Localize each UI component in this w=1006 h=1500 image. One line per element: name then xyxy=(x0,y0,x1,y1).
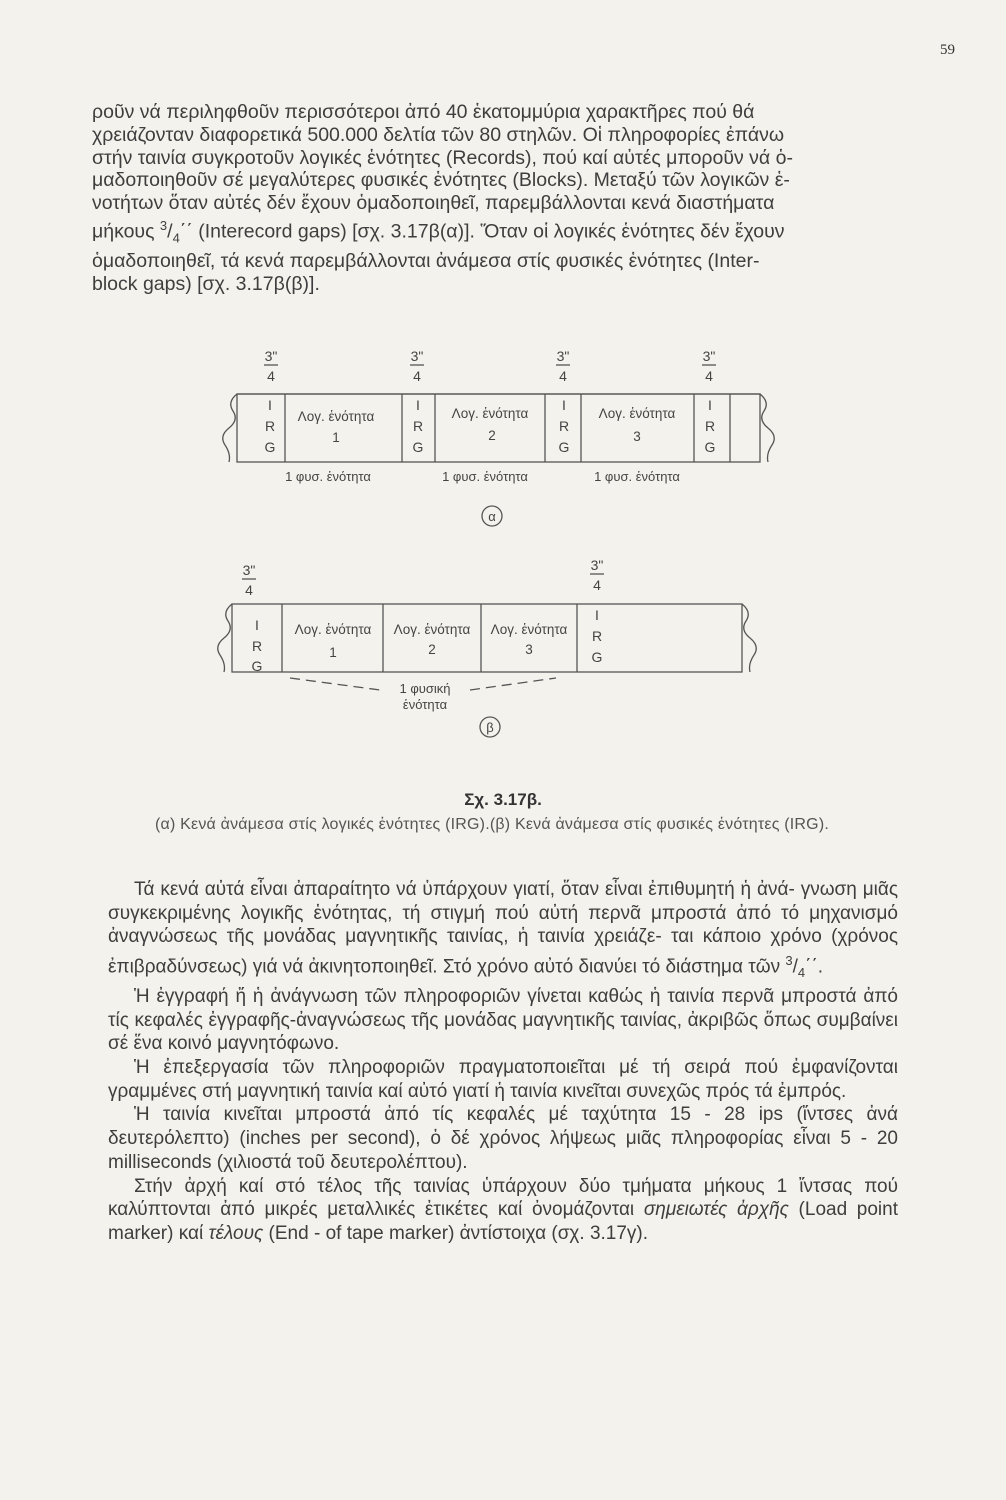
marker-b-letter: β xyxy=(486,720,494,735)
irg-letter: G xyxy=(558,439,570,455)
gap-fraction-den: 4 xyxy=(267,368,275,384)
irg-letter: R xyxy=(704,418,716,434)
paragraph: Ἡ ταινία κινεῖται μπροστά ἀπό τίς κεφαλές μέ ταχύτητα 15 - 28 ips (ἴντσες ἀνά δευτερόλεπτο) (inches per second), ὁ δέ χρόνος λήψεως μιᾶς πληροφορίας εἶναι 5 - 20 milliseconds (χιλιοστά τοῦ δευτερολέπτου). xyxy=(108,1104,898,1173)
gap-fraction-num: 3" xyxy=(410,348,424,364)
logical-record-label: Λογ. ἑνότητα xyxy=(490,622,568,637)
text-fragment: μήκους xyxy=(92,220,160,243)
gap-fraction-den: 4 xyxy=(559,368,567,384)
irg-letter: I xyxy=(562,397,566,413)
logical-record-number: 3 xyxy=(525,642,533,657)
gap-fraction-num: 3" xyxy=(590,557,604,573)
text-line: μαδοποιηθοῦν σέ μεγαλύτερες φυσικές ἑνότητες (Blocks). Μεταξύ τῶν λογικῶν ἑ- xyxy=(92,169,790,192)
paragraph: Ἡ ἐπεξεργασία τῶν πληροφοριῶν πραγματοποιεῖται μέ τή σειρά πού ἐμφανίζονται γραμμένες στή μαγνητική ταινία καί αὐτό γιατί ἡ ταινία κινεῖται συνεχῶς πρός τά ἐμπρός. xyxy=(108,1057,898,1102)
irg-letter: R xyxy=(558,418,570,434)
text-line: χρειάζονταν διαφορετικά 500.000 δελτία τῶν 80 στηλῶν. Οἱ πληροφορίες ἐπάνω xyxy=(92,123,785,146)
irg-letter: G xyxy=(412,439,424,455)
figure-caption-text: (α) Κενά ἀνάμεσα στίς λογικές ἑνότητες (IRG).(β) Κενά ἀνάμεσα στίς φυσικές ἑνότητες (IRG). xyxy=(154,816,829,833)
body-text xyxy=(108,878,898,1246)
gap-fraction-num: 3" xyxy=(242,562,256,578)
gap-fraction-num: 3" xyxy=(702,348,716,364)
tape-b-right-break xyxy=(742,604,756,672)
text-fragment: (End - of tape marker) ἀντίστοιχα (σχ. 3.17γ). xyxy=(263,1222,649,1244)
text-line: block gaps) [σχ. 3.17β(β)]. xyxy=(92,272,320,295)
text-fragment: (Load point marker) καί xyxy=(108,1199,899,1244)
gap-fraction-den: 4 xyxy=(413,368,421,384)
text-line: νοτήτων ὅταν αὐτές δέν ἔχουν ὁμαδοποιηθεῖ, παρεμβάλλονται κενά διαστήματα xyxy=(92,192,775,215)
logical-record-number: 1 xyxy=(329,645,337,660)
fraction-denominator: 4 xyxy=(797,965,806,981)
text-line: ροῦν νά περιληφθοῦν περισσότεροι ἀπό 40 ἑκατομμύρια χαρακτῆρες πού θά xyxy=(92,101,755,123)
irg-letter: I xyxy=(416,397,420,413)
text-line: ὁμαδοποιηθεῖ, τά κενά παρεμβάλλονται ἀνάμεσα στίς φυσικές ἑνότητες (Inter- xyxy=(92,250,760,273)
figure-caption-title: Σχ. 3.17β. xyxy=(464,790,542,809)
text-line: μήκους $^3/_4΄΄$ (Interecord gaps) [σχ. 3.17β(α)]. Ὅταν οἱ λογικές ἑνότητες δέν ἔχουν xyxy=(92,217,785,246)
text-fragment: ΄΄ (Interecord gaps) [σχ. 3.17β(α)]. Ὅταν οἱ λογικές ἑνότητες δέν ἔχουν xyxy=(179,220,785,243)
irg-letter: R xyxy=(591,628,603,644)
logical-record-label: Λογ. ἑνότητα xyxy=(294,622,372,637)
gap-fraction-den: 4 xyxy=(245,582,253,598)
logical-record-number: 2 xyxy=(488,428,496,443)
logical-record-label: Λογ. ἑνότητα xyxy=(297,409,375,424)
irg-letter: G xyxy=(704,439,716,455)
irg-letter: I xyxy=(595,607,599,623)
text-line: γνωση μιᾶς συγκεκριμένης λογικῆς ἑνότητας, τή στιγμή πού αὐτή περνᾶ μπροστά xyxy=(108,879,899,924)
gap-fraction-den: 4 xyxy=(593,577,601,593)
text-line: ται κάποιο χρόνο (χρόνος ἐπιβραδύνσεως) γιά νά ἀκινητοποιηθεῖ. Στό χρόνο αὐτό xyxy=(108,926,899,978)
irg-letter: I xyxy=(255,617,259,633)
paragraph xyxy=(108,1175,898,1246)
tape-a-left-break xyxy=(223,394,237,462)
irg-letter: G xyxy=(264,439,276,455)
text-line: ἀπό τό μηχανισμό ἀναγνώσεως τῆς μονάδας μαγνητικῆς ταινίας, ἡ ταινία χρειάζε- xyxy=(108,902,898,948)
text-fragment: Στήν ἀρχή καί στό τέλος τῆς ταινίας ὑπάρχουν δύο τμήματα μήκους 1 ἴντσας πού καλύπτονται ἀπό μικρές μεταλλικές ἐτικέτες καί ὀνομάζονται xyxy=(108,1175,898,1221)
paragraph: Τά κενά αὐτά εἶναι ἀπαραίτητο νά ὑπάρχουν γιατί, ὅταν εἶναι ἐπιθυμητή ἡ ἀνά- γνωση μιᾶς συγκεκριμένης λογικῆς ἑνότητας, τή στιγμή πού αὐτή περνᾶ μπροστά ἀπό τό μηχανισμό ἀναγνώσεως τῆς μονάδας μαγνητικῆς ταινίας, ἡ ταινία χρειάζε- ται κάποιο χρόνο (χρόνος ἐπιβραδύνσεως) γιά νά ἀκινητοποιηθεῖ. Στό χρόνο αὐτό διανύει τό διάστημα τῶν $^3/_4΄΄$. xyxy=(108,879,899,981)
tape-a-right-break xyxy=(760,394,774,462)
logical-record-number: 2 xyxy=(428,642,436,657)
marker-a-letter: α xyxy=(488,509,496,524)
irg-letter: G xyxy=(591,649,603,665)
logical-record-label: Λογ. ἑνότητα xyxy=(393,622,471,637)
tape-a-outline xyxy=(237,394,760,462)
physical-block-label: 1 φυσική xyxy=(399,681,451,696)
irg-letter: R xyxy=(251,638,263,654)
emphasis: τέλους xyxy=(208,1222,264,1244)
irg-letter: I xyxy=(268,397,272,413)
physical-block-label: 1 φυσ. ἑνότητα xyxy=(594,469,680,484)
irg-letter: R xyxy=(264,418,276,434)
gap-fraction-num: 3" xyxy=(556,348,570,364)
tape-b-left-break xyxy=(218,604,232,672)
tape-b-outline xyxy=(232,604,742,672)
gap-fraction-num: 3" xyxy=(264,348,278,364)
text-line: Τά κενά αὐτά εἶναι ἀπαραίτητο νά ὑπάρχουν γιατί, ὅταν εἶναι ἐπιθυμητή ἡ ἀνά- xyxy=(134,879,795,900)
logical-record-number: 3 xyxy=(633,429,641,444)
fraction-denominator: 4 xyxy=(172,230,180,246)
paragraph: Ἡ ἐγγραφή ἤ ἡ ἀνάγνωση τῶν πληροφοριῶν γίνεται καθώς ἡ ταινία περνᾶ μπροστά ἀπό τίς κεφαλές ἐγγραφῆς-ἀναγνώσεως τῆς μονάδας μαγνητικῆς ταινίας, ἀκριβῶς ὅπως συμβαίνει σέ ἕνα κοινό μαγνητόφωνο. xyxy=(108,985,898,1055)
physical-block-label: 1 φυσ. ἑνότητα xyxy=(285,469,371,484)
text-line: στήν ταινία συγκροτοῦν λογικές ἑνότητες (Records), πού καί αὐτές μποροῦν νά ὁ- xyxy=(92,146,793,169)
text-fragment: διανύει τό διάστημα τῶν xyxy=(578,956,786,978)
fraction-numerator: 3 xyxy=(159,217,168,233)
irg-letter: I xyxy=(708,397,712,413)
logical-record-label: Λογ. ἑνότητα xyxy=(598,406,676,421)
physical-block-label: 1 φυσ. ἑνότητα xyxy=(442,469,528,484)
irg-letter: R xyxy=(412,418,424,434)
irg-letter: G xyxy=(251,658,263,674)
text-fragment: ΄΄. xyxy=(805,956,824,978)
physical-block-label: ἑνότητα xyxy=(402,697,448,712)
page-number: 59 xyxy=(940,42,955,58)
gap-fraction-den: 4 xyxy=(705,368,713,384)
emphasis: σημειωτές ἀρχῆς xyxy=(643,1199,789,1221)
logical-record-label: Λογ. ἑνότητα xyxy=(451,406,529,421)
logical-record-number: 1 xyxy=(332,430,340,445)
fraction-numerator: 3 xyxy=(785,953,793,969)
